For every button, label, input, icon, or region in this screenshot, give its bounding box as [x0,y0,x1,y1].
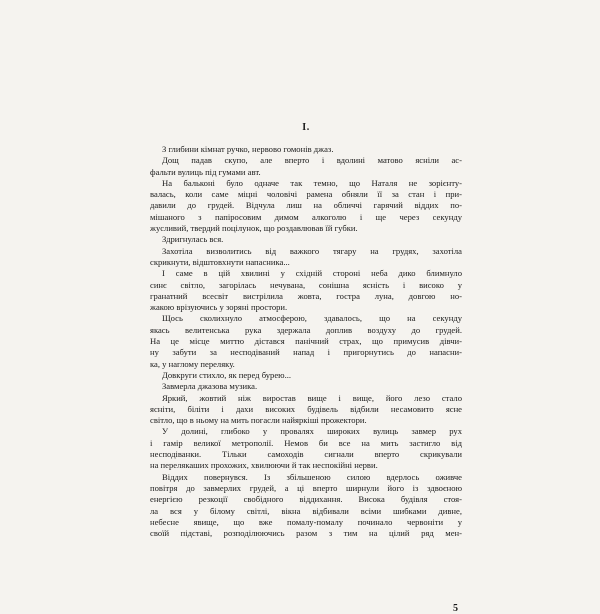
text-line: І саме в цій хвилині у східній стороні неба дико блимнуло [162,268,462,279]
text-line: синє світло, загорілась нечувана, сонішна ясність і високо у [150,279,462,290]
text-line: На бальконі було одначе так темно, що Наталя не зорієнту- [162,177,462,188]
text-line: Здригнулась вся. [162,234,224,245]
chapter-heading: I. [302,122,310,133]
text-line: ка, у наглому переляку. [150,358,235,369]
book-page [150,100,462,614]
text-line: З глибини кімнат ручко, нервово гомонів джаз. [162,144,334,154]
text-line: Щось сколихнуло атмосферою, здавалось, що на секунду [162,313,462,324]
text-line: ну забути за несподіваний напад і пригорнутись до напасни- [150,347,462,358]
text-line: Дощ падав скупо, але вперто і вдолині матово ясніли ас- [162,155,462,166]
page-number: 5 [453,603,458,614]
text-line: світло, що в ньому на мить погасли найяркіші прожектори. [150,415,367,426]
text-line: ясніти, біліти і дахи високих будівель відбили несамовито ясне [150,403,462,414]
text-line: якась велитенська рука здержала доплив воздуху до грудей. [150,324,462,335]
text-line: жусливий, твердий поцілунок, що роздавлював їй губки. [150,223,358,234]
text-line: гранатний всесвіт вистрілила жовта, гостра луна, довгою но- [150,290,462,301]
text-line: скрикнути, відштовхнути напасника... [150,256,290,267]
text-line: мішаного з папіросовим димом алкоголю і ще через секунду [150,211,462,222]
text-line: Віддих повернувся. Із збільшеною силою вдерлось оживче [162,471,462,482]
text-line: Завмерла джазова музика. [162,381,258,392]
text-line: Довкруги стихло, як перед бурею... [162,369,292,380]
text-line: На це місце миттю дістався панічний страх, що примусив дівчи- [150,336,462,347]
text-line: Захотіла визволитись від важкого тягару на грудях, захотіла [162,245,462,256]
text-line: У долині, глибоко у провалях широких вулиць завмер рух [162,426,462,437]
body-text [150,144,462,539]
text-line: жакою врізуючись у зоряні простори. [150,302,288,313]
text-line: і гамір великої метрополії. Немов би все на мить застигло від [150,437,462,448]
text-line: несподіванки. Тільки самоходів сигнали вперто скрикували [150,449,462,460]
text-line: на перелякаших прохожих, хвилюючи й так неспокійні нерви. [150,460,378,471]
text-line: ла вся у білому світлі, вікна відбивали всіми шибками дивне, [150,505,462,516]
text-line: небесне явище, що вже помалу-помалу починало червоніти у [150,516,462,527]
text-line: фальти вулиць під гумами авт. [150,166,261,177]
text-line: валась, коли саме міцні чоловічі рамена обняли її за стан і при- [150,189,462,200]
text-line: своїй підставі, розподілюючись разом з тим на цілий ряд мен- [150,528,462,539]
text-line: давили до грудей. Відчула лиш на обличчі гарячий віддих по- [150,200,462,211]
text-line: повітря до завмерлих грудей, а ці вперто ширнули його із здвоєною [150,482,462,493]
text-line: Яркий, жовтий ніж виростав вище і вище, його лезо стало [162,392,462,403]
text-line: енергією резкоції свобідного віддихання. Висока будівля стоя- [150,494,462,505]
